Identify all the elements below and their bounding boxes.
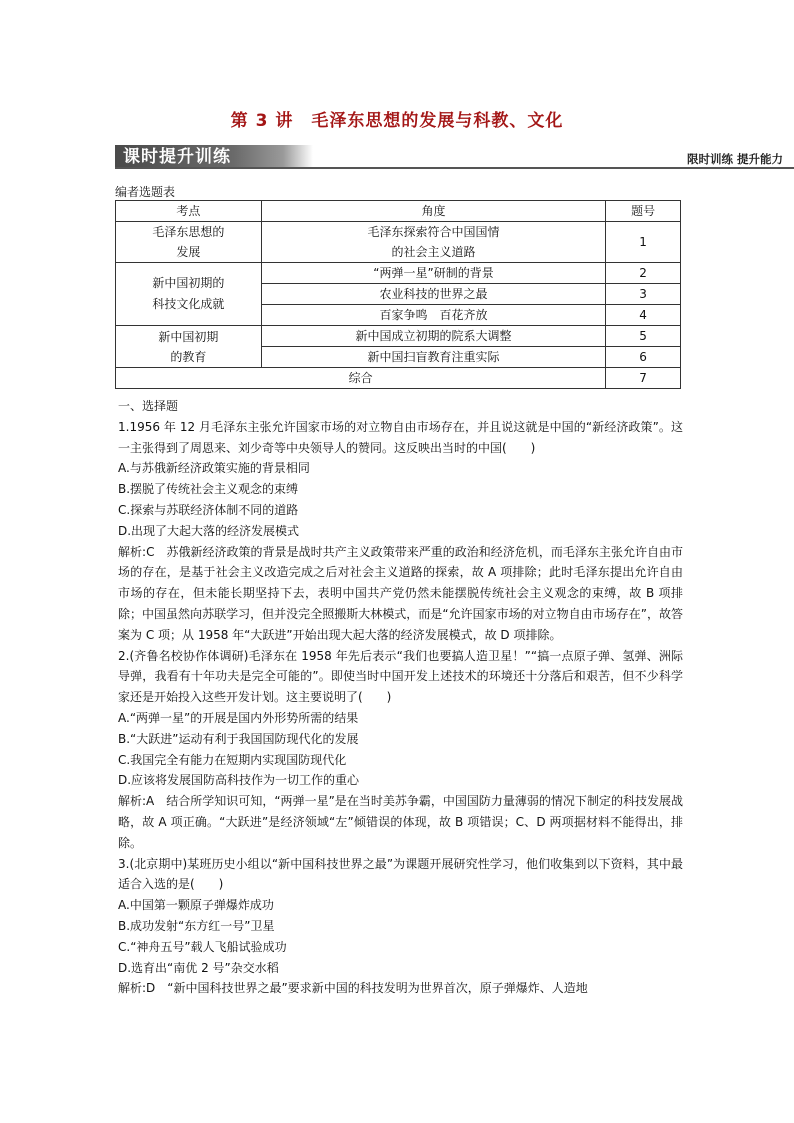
- answer-option: C.“神舟五号”载人飞船试验成功: [118, 939, 287, 954]
- section-heading: 一、选择题: [118, 399, 179, 413]
- answer-analysis: 解析:D “新中国科技世界之最”要求新中国的科技发明为世界首次，原子弹爆炸、人造地: [118, 981, 588, 996]
- angle-cell: [261, 222, 605, 263]
- answer-option: A.与苏俄新经济政策实施的背景相同: [118, 461, 310, 476]
- section-banner: [115, 145, 794, 169]
- angle-cell: 农业科技的世界之最: [261, 284, 605, 305]
- answer-option: B.摆脱了传统社会主义观念的束缚: [118, 482, 299, 497]
- answer-option: D.应该将发展国防高科技作为一切工作的重心: [118, 773, 360, 788]
- table-row: [116, 326, 681, 347]
- question-stem: 3.(北京期中)某班历史小组以“新中国科技世界之最”为课题开展研究性学习，他们收集到以下资料，其中最适合入选的是( ): [118, 856, 683, 892]
- angle-cell: 新中国扫盲教育注重实际: [261, 347, 605, 368]
- banner-divider: [115, 167, 794, 169]
- banner-slogan: 限时训练 提升能力: [686, 152, 783, 166]
- answer-option: A.“两弹一星”的开展是国内外形势所需的结果: [118, 710, 359, 725]
- table-header: 题号: [606, 201, 681, 222]
- topic-cell: [116, 263, 262, 326]
- topic-cell: [116, 222, 262, 263]
- answer-option: B.“大跃进”运动有利于我国国防现代化的发展: [118, 731, 359, 746]
- topic-table: [115, 200, 681, 389]
- table-header: 角度: [261, 201, 605, 222]
- answer-option: D.出现了大起大落的经济发展模式: [118, 523, 300, 538]
- question-stem: 2.(齐鲁名校协作体调研)毛泽东在 1958 年先后表示“我们也要搞人造卫星！”“搞一点原子弹、氢弹、洲际导弹，我看有十年功夫是完全可能的”。即使当时中国开发上述技术的环境还十分落后和艰苦，但不少科学家还是开始投入这些开发计划。这主要说明了( ): [118, 648, 683, 705]
- answer-option: D.选育出“南优 2 号”杂交水稻: [118, 960, 279, 975]
- answer-option: C.我国完全有能力在短期内实现国防现代化: [118, 752, 347, 767]
- table-row: [116, 263, 681, 284]
- number-cell: 1: [606, 222, 681, 263]
- angle-text: 毛泽东探索符合中国国情的社会主义道路: [367, 225, 500, 259]
- banner-label: 课时提升训练: [115, 145, 313, 169]
- table-header: 考点: [116, 201, 262, 222]
- table-row: [116, 222, 681, 263]
- topic-cell: [116, 326, 262, 368]
- question-stem: 1.1956 年 12 月毛泽东主张允许国家市场的对立物自由市场存在，并且说这就是中国的“新经济政策”。这一主张得到了周恩来、刘少奇等中央领导人的赞同。这反映出当时的中国( ): [118, 419, 683, 455]
- answer-option: C.探索与苏联经济体制不同的道路: [118, 502, 299, 517]
- angle-cell: 百家争鸣 百花齐放: [261, 305, 605, 326]
- answer-option: B.成功发射“东方红一号”卫星: [118, 918, 275, 933]
- number-cell: 5: [606, 326, 681, 347]
- table-caption: 编者选题表: [115, 185, 176, 199]
- answer-analysis: 解析:A 结合所学知识可知，“两弹一星”是在当时美苏争霸，中国国防力量薄弱的情况下制定的科技发展战略，故 A 项正确。“大跃进”是经济领域“左”倾错误的体现，故 B 项错误；C、D 两项据材料不能得出，排除。: [118, 794, 683, 850]
- summary-cell: 综合: [116, 368, 606, 389]
- number-cell: 4: [606, 305, 681, 326]
- number-cell: 6: [606, 347, 681, 368]
- topic-text: 毛泽东思想的发展: [152, 225, 225, 259]
- number-cell: 2: [606, 263, 681, 284]
- answer-analysis: 解析:C 苏俄新经济政策的背景是战时共产主义政策带来严重的政治和经济危机，而毛泽东主张允许自由市场的存在，是基于社会主义改造完成之后对社会主义道路的探索，故 A 项排除；此时毛泽东提出允许自由市场的存在，但未能长期坚持下去，表明中国共产党仍然未能摆脱传统社会主义观念的束缚，故 B 项排除；中国虽然向苏联学习，但并没完全照搬斯大林模式，而是“允许国家市场的对立物自由市场存在”，故答案为 C 项；从 1958 年“大跃进”开始出现大起大落的经济发展模式，故 D 项排除。: [118, 544, 683, 642]
- angle-cell: “两弹一星”研制的背景: [261, 263, 605, 284]
- topic-text: 新中国初期的教育: [158, 329, 219, 364]
- number-cell: 7: [606, 368, 681, 389]
- question-body: [118, 396, 683, 999]
- topic-text: 新中国初期的科技文化成就: [152, 276, 225, 311]
- angle-cell: 新中国成立初期的院系大调整: [261, 326, 605, 347]
- table-row: [116, 368, 681, 389]
- number-cell: 3: [606, 284, 681, 305]
- answer-option: A.中国第一颗原子弹爆炸成功: [118, 898, 274, 913]
- page-title: 第 3 讲 毛泽东思想的发展与科教、文化: [230, 111, 564, 131]
- table-header-row: [116, 201, 681, 222]
